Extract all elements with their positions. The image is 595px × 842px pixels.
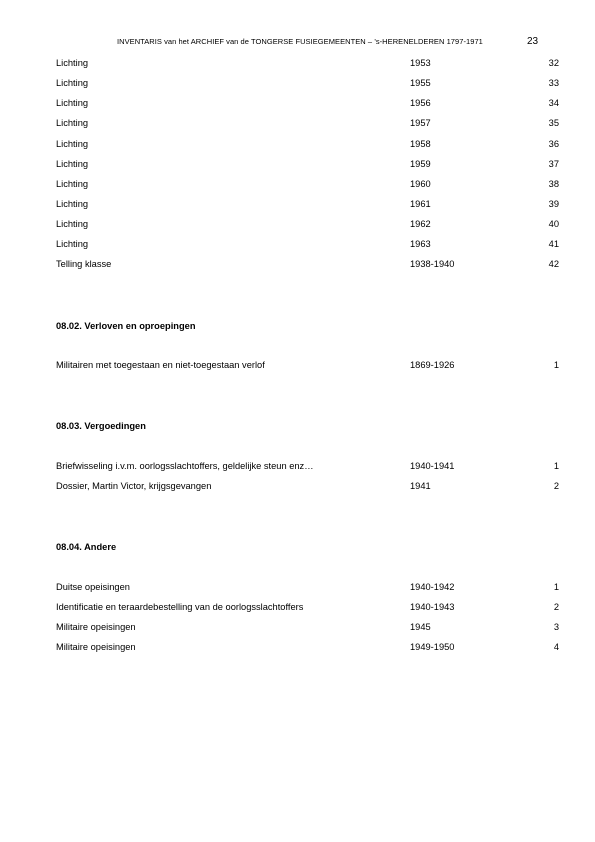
inventory-row: [56, 219, 559, 233]
row-date: 1961: [410, 199, 431, 209]
row-number: 36: [548, 139, 559, 149]
row-number: 2: [553, 481, 559, 491]
row-title: Lichting: [56, 219, 89, 229]
inventory-row: [56, 461, 559, 475]
section-heading: 08.02. Verloven en oproepingen: [56, 321, 196, 331]
inventory-row: [56, 139, 559, 153]
row-number: 39: [548, 199, 559, 209]
row-number: 1: [553, 360, 559, 370]
row-date: 1869-1926: [410, 360, 455, 370]
row-number: 38: [548, 179, 559, 189]
row-date: 1955: [410, 78, 431, 88]
row-date: 1958: [410, 139, 431, 149]
inventory-row: [56, 98, 559, 112]
section-heading: 08.04. Andere: [56, 542, 117, 552]
inventory-row: [56, 239, 559, 253]
row-title: Militaire opeisingen: [56, 622, 136, 632]
row-date: 1945: [410, 622, 431, 632]
row-title: Lichting: [56, 139, 89, 149]
row-number: 2: [553, 602, 559, 612]
row-number: 3: [553, 622, 559, 632]
inventory-row: [56, 58, 559, 72]
row-title: Lichting: [56, 58, 89, 68]
inventory-row: [56, 582, 559, 596]
row-title: Identificatie en teraardebestelling van de oorlogsslachtoffers: [56, 602, 304, 612]
row-date: 1938-1940: [410, 259, 455, 269]
row-title: Lichting: [56, 98, 89, 108]
page-number: 23: [527, 36, 539, 47]
row-title: Lichting: [56, 78, 89, 88]
inventory-row: [56, 622, 559, 636]
row-number: 1: [553, 461, 559, 471]
row-date: 1960: [410, 179, 431, 189]
row-number: 37: [548, 159, 559, 169]
row-title: Lichting: [56, 199, 89, 209]
row-number: 40: [548, 219, 559, 229]
row-title: Lichting: [56, 159, 89, 169]
row-date: 1940-1942: [410, 582, 455, 592]
row-date: 1959: [410, 159, 431, 169]
row-number: 4: [553, 642, 559, 652]
running-header: INVENTARIS van het ARCHIEF van de TONGERSE FUSIEGEMEENTEN – ’s-HERENELDEREN 1797-1971: [117, 37, 483, 46]
row-date: 1941: [410, 481, 431, 491]
row-date: 1953: [410, 58, 431, 68]
row-date: 1963: [410, 239, 431, 249]
row-title: Militairen met toegestaan en niet-toegestaan verlof: [56, 360, 265, 370]
row-number: 1: [553, 582, 559, 592]
inventory-row: [56, 78, 559, 92]
row-title: Briefwisseling i.v.m. oorlogsslachtoffers, geldelijke steun enz…: [56, 461, 314, 471]
inventory-row: [56, 118, 559, 132]
inventory-row: [56, 360, 559, 374]
inventory-row: [56, 259, 559, 273]
row-number: 33: [548, 78, 559, 88]
row-number: 32: [548, 58, 559, 68]
row-number: 42: [548, 259, 559, 269]
row-title: Dossier, Martin Victor, krijgsgevangen: [56, 481, 212, 491]
inventory-row: [56, 159, 559, 173]
row-date: 1956: [410, 98, 431, 108]
row-number: 41: [548, 239, 559, 249]
inventory-row: [56, 602, 559, 616]
inventory-row: [56, 481, 559, 495]
inventory-row: [56, 179, 559, 193]
inventory-row: [56, 199, 559, 213]
row-number: 34: [548, 98, 559, 108]
inventory-row: [56, 642, 559, 656]
row-title: Duitse opeisingen: [56, 582, 130, 592]
row-date: 1962: [410, 219, 431, 229]
row-title: Lichting: [56, 179, 89, 189]
row-date: 1957: [410, 118, 431, 128]
row-title: Lichting: [56, 118, 89, 128]
row-title: Militaire opeisingen: [56, 642, 136, 652]
section-heading: 08.03. Vergoedingen: [56, 421, 146, 431]
row-number: 35: [548, 118, 559, 128]
row-date: 1940-1943: [410, 602, 455, 612]
row-date: 1940-1941: [410, 461, 455, 471]
row-title: Telling klasse: [56, 259, 112, 269]
row-title: Lichting: [56, 239, 89, 249]
row-date: 1949-1950: [410, 642, 455, 652]
